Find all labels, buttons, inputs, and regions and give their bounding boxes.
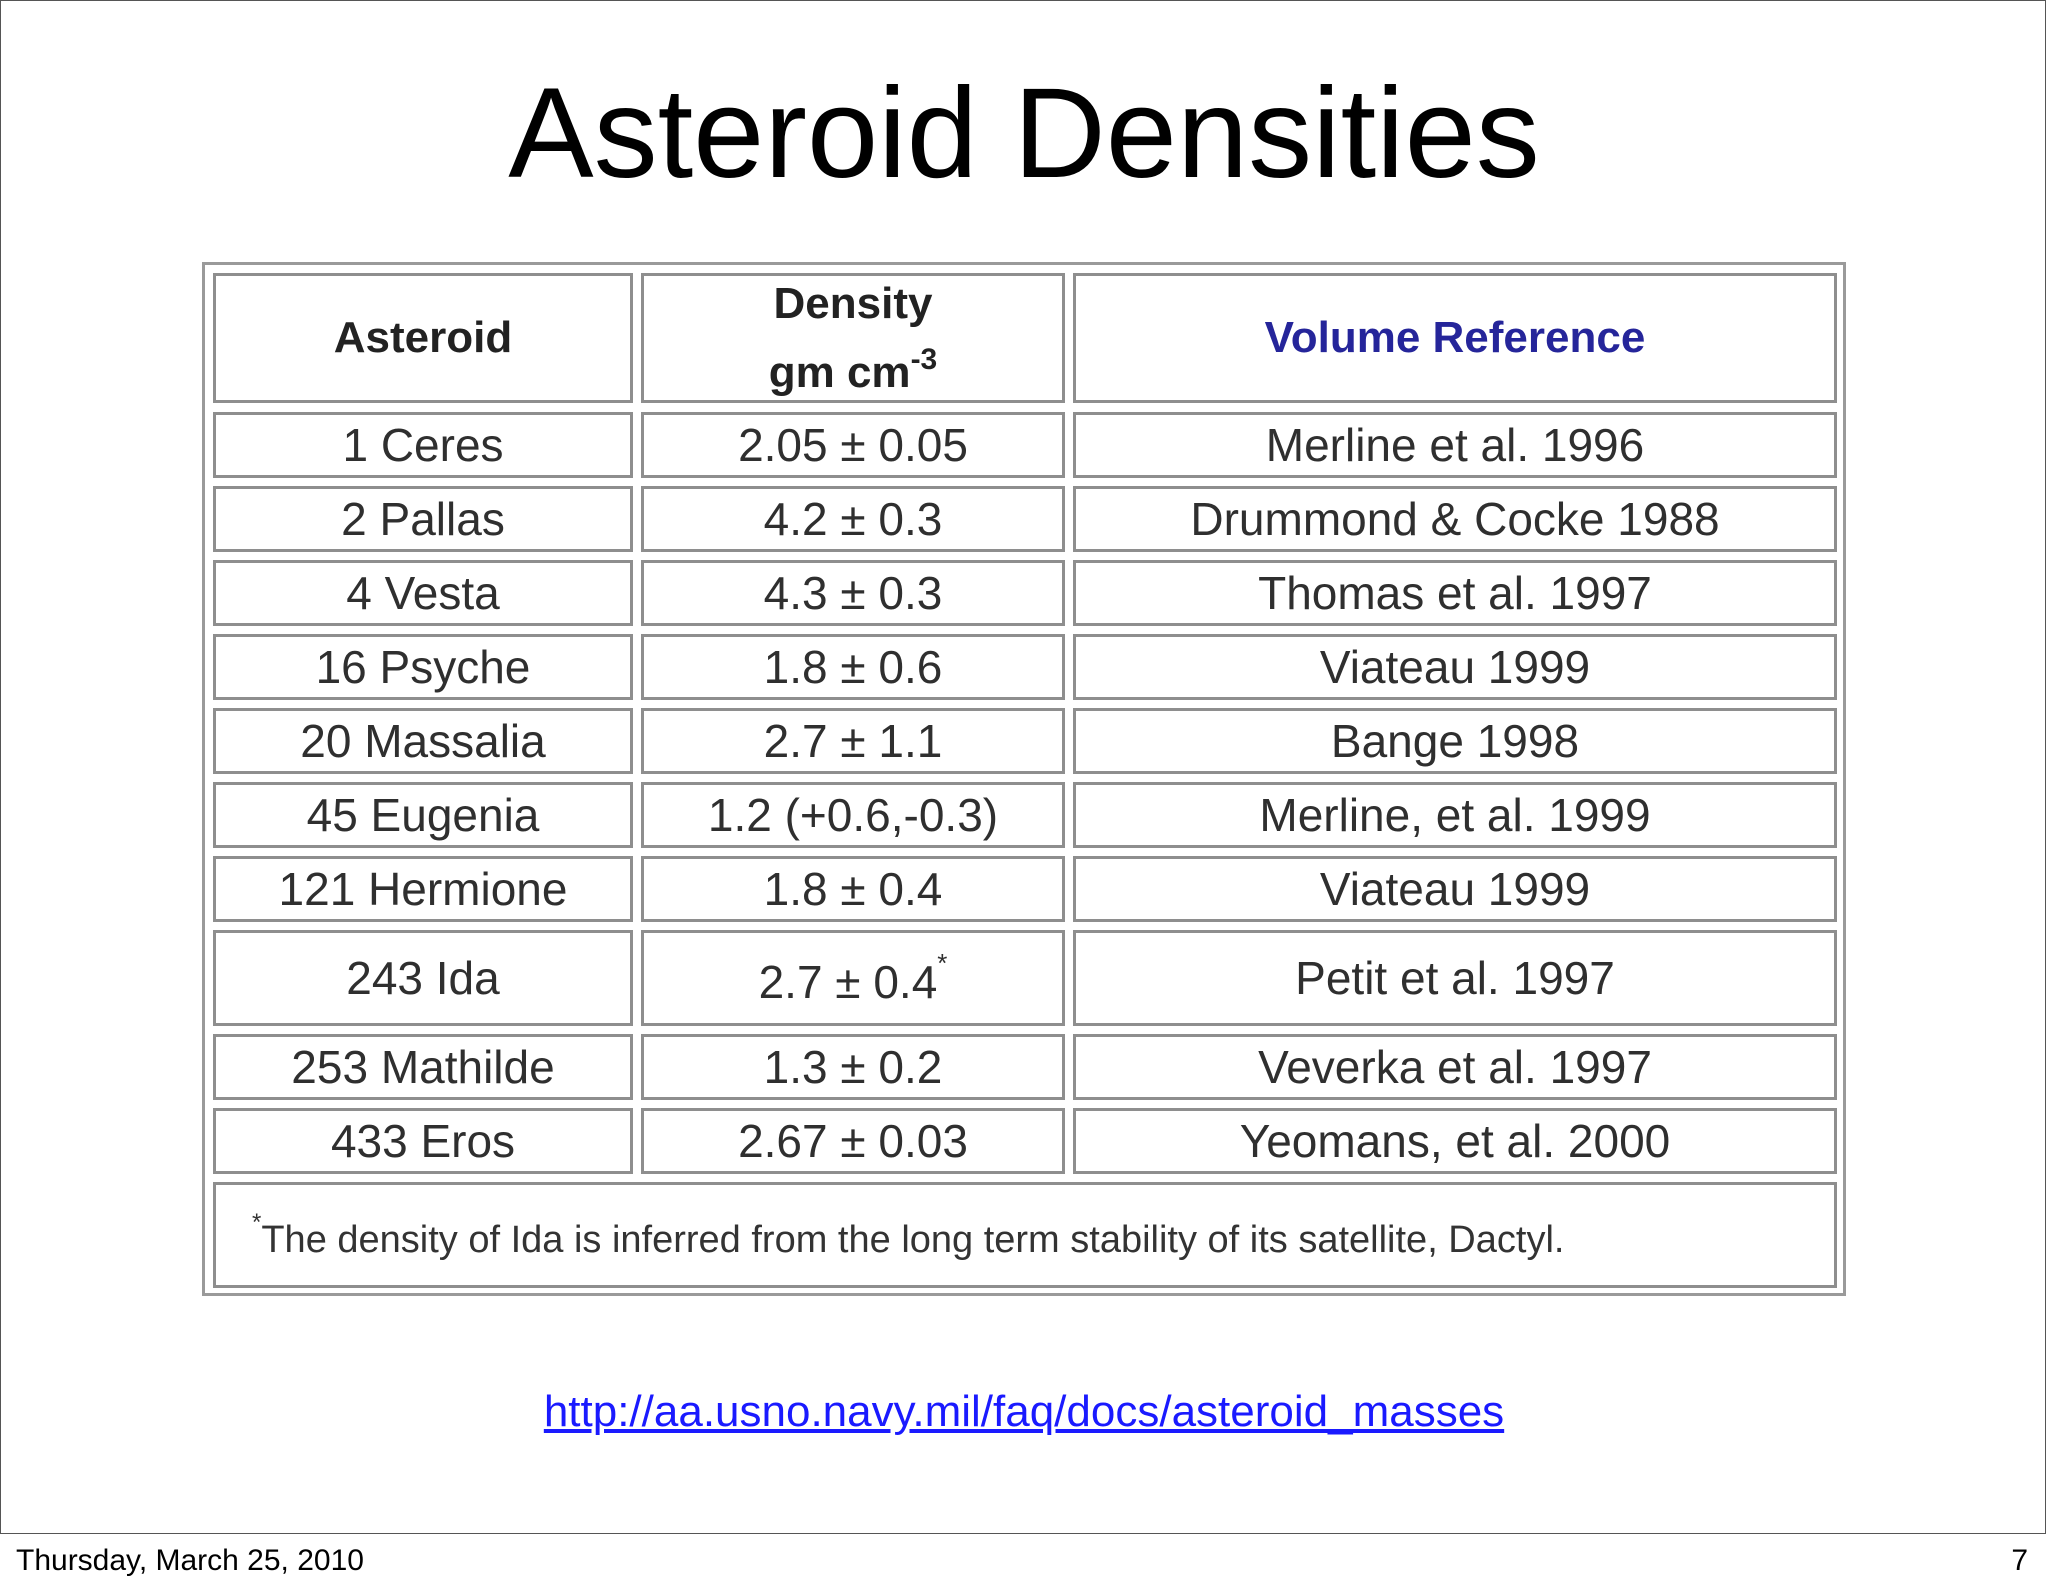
table-row-density [641,486,1065,552]
reference-text: Merline, et al. 1999 [1259,789,1651,841]
density-value: 2.7 ± 1.1 [763,715,943,767]
table-row-asteroid [213,560,633,626]
table-row-reference [1073,1034,1837,1100]
table-row-density [641,560,1065,626]
asteroid-name: 2 Pallas [341,493,505,545]
header-asteroid [213,273,633,403]
asteroid-name: 433 Eros [330,1115,516,1167]
asteroid-name: 253 Mathilde [291,1041,555,1093]
table-row-reference [1073,930,1837,1026]
reference-text: Bange 1998 [1330,715,1580,767]
header-volume-reference [1073,273,1837,403]
asteroid-name: 20 Massalia [300,715,546,767]
table-row-density [641,708,1065,774]
table-row-asteroid [213,930,633,1026]
density-value: 1.3 ± 0.2 [763,1041,943,1093]
table-row-density [641,634,1065,700]
footer-date: Thursday, March 25, 2010 [16,1544,364,1577]
table-row-density [641,412,1065,478]
page-number: 7 [2011,1544,2028,1577]
table-row-reference [1073,856,1837,922]
reference-text: Yeomans, et al. 2000 [1239,1115,1671,1167]
table-row-asteroid [213,486,633,552]
table-row-reference [1073,486,1837,552]
footnote-line [252,1209,1564,1262]
density-value: 1.8 ± 0.6 [763,641,943,693]
table-row-asteroid [213,856,633,922]
asteroid-name: 121 Hermione [278,863,568,915]
table-row-asteroid [213,1108,633,1174]
header-density-exponent: -3 [910,342,938,376]
header-density-label: Density [773,278,933,328]
density-value: 1.2 (+0.6,-0.3) [707,789,999,841]
table-row-reference [1073,1108,1837,1174]
slide-title: Asteroid Densities [508,62,1540,205]
source-link[interactable]: http://aa.usno.navy.mil/faq/docs/asteroid_masses [543,1387,1505,1436]
density-value: 4.2 ± 0.3 [763,493,943,545]
asteroid-name: 4 Vesta [346,567,500,619]
table-row-reference [1073,412,1837,478]
footnote-mark: * [252,1208,262,1236]
reference-text: Veverka et al. 1997 [1258,1041,1652,1093]
table-row-density [641,782,1065,848]
density-table [202,262,1846,1296]
table-row-reference [1073,560,1837,626]
table-row-asteroid [213,1034,633,1100]
reference-text: Petit et al. 1997 [1295,952,1615,1004]
density-value-with-mark [759,948,948,1009]
density-value: 1.8 ± 0.4 [763,863,943,915]
table-row-density [641,1034,1065,1100]
asteroid-name: 16 Psyche [315,641,531,693]
header-density-unit: gm cm [768,347,911,397]
header-volume-reference-label: Volume Reference [1264,313,1646,362]
footnote-text: The density of Ida is inferred from the long term stability of its satellite, Dactyl. [261,1218,1565,1261]
table-footnote [213,1182,1837,1288]
table-row-asteroid [213,708,633,774]
header-density [641,273,1065,403]
reference-text: Merline et al. 1996 [1265,419,1645,471]
table-row-density [641,856,1065,922]
table-row-asteroid [213,782,633,848]
table-row-reference [1073,634,1837,700]
asteroid-name: 1 Ceres [342,419,504,471]
reference-text: Thomas et al. 1997 [1258,567,1652,619]
density-value: 2.67 ± 0.03 [738,1115,968,1167]
asteroid-name: 45 Eugenia [306,789,540,841]
header-density-unit-line [769,332,938,401]
table-row-reference [1073,708,1837,774]
table-row-density [641,930,1065,1026]
footnote-mark: * [937,947,948,978]
density-value: 4.3 ± 0.3 [763,567,943,619]
table-row-asteroid [213,412,633,478]
reference-text: Viateau 1999 [1319,863,1591,915]
reference-text: Viateau 1999 [1319,641,1591,693]
table-row-asteroid [213,634,633,700]
density-value: 2.7 ± 0.4 [758,955,938,1008]
header-asteroid-label: Asteroid [333,313,513,362]
reference-text: Drummond & Cocke 1988 [1190,493,1720,545]
asteroid-name: 243 Ida [346,952,500,1004]
table-row-density [641,1108,1065,1174]
density-value: 2.05 ± 0.05 [738,419,968,471]
table-row-reference [1073,782,1837,848]
